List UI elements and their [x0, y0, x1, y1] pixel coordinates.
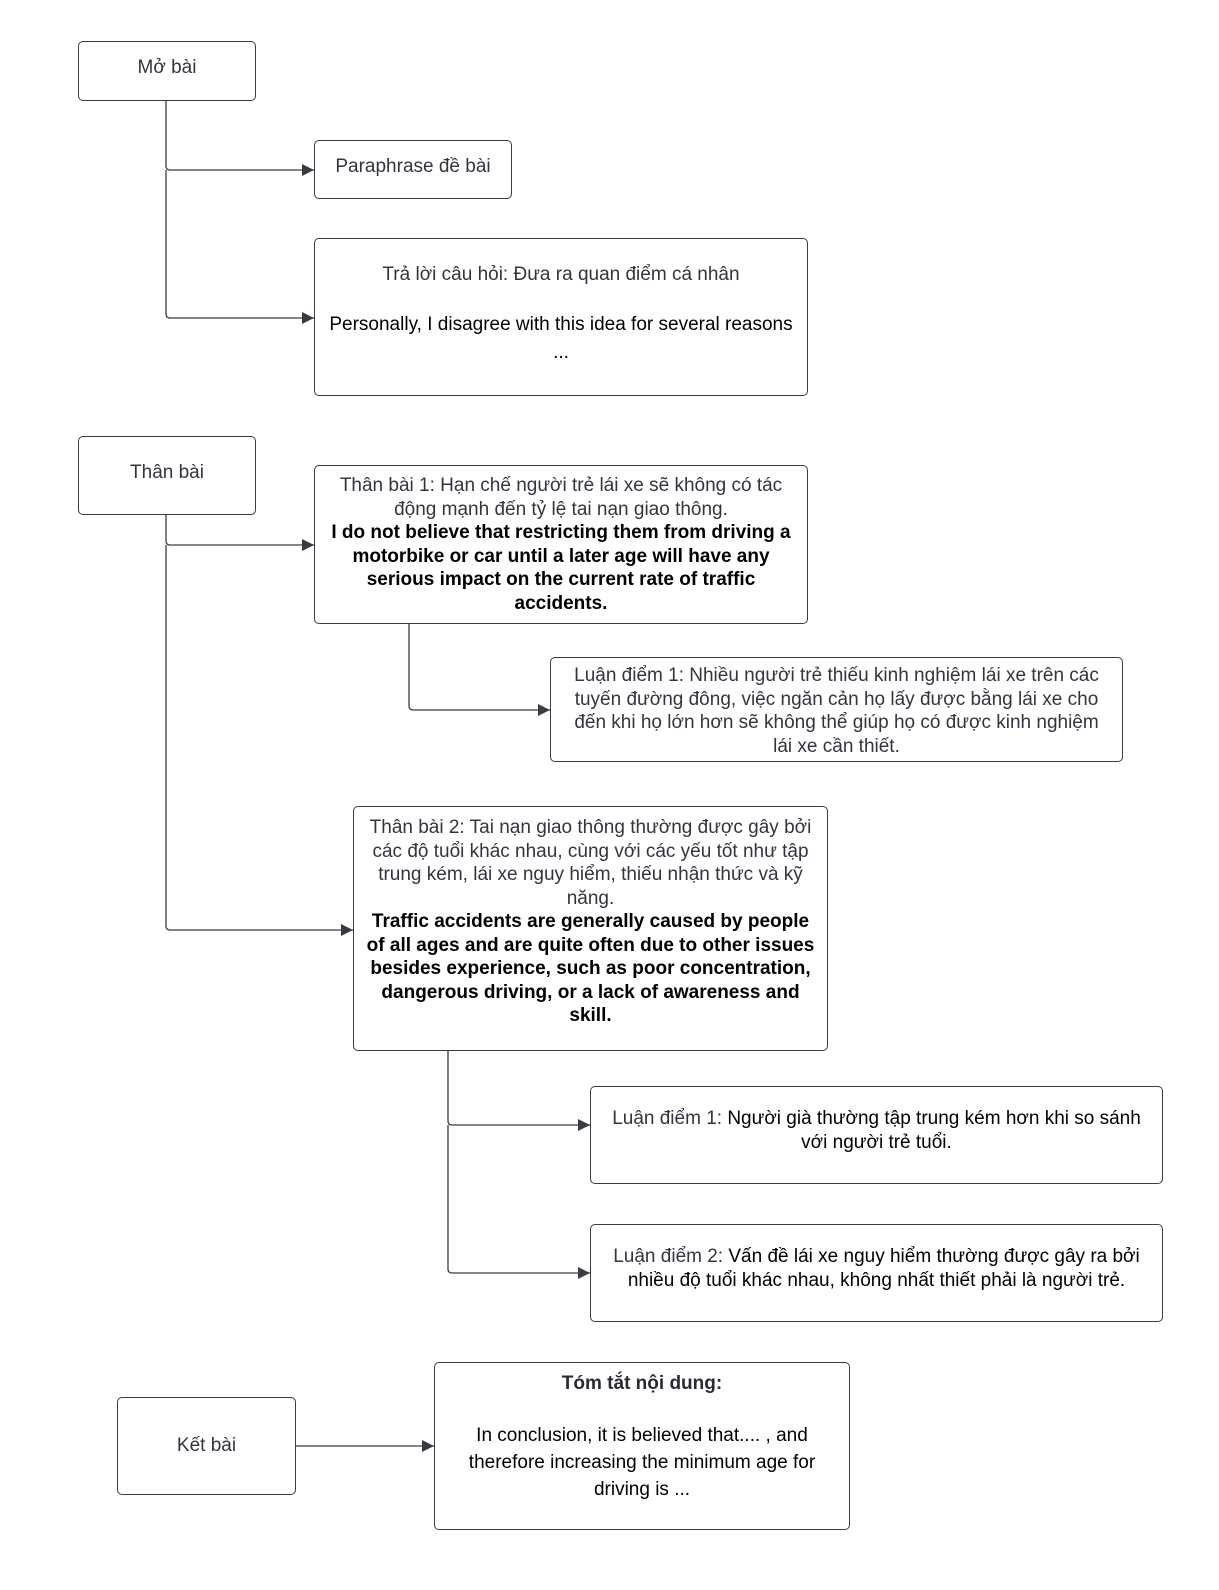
- body1-text: I do not believe that restricting them from driving a motorbike or car until a later age will have any serious impact on the current rate of traffic accidents.: [331, 522, 791, 614]
- body1-point1-text: Luận điểm 1: Nhiều người trẻ thiếu kinh nghiệm lái xe trên các tuyến đường đông, việc ngăn cản họ lấy được bằng lái xe cho đến khi họ lớn hơn sẽ không thể giúp họ có được kinh nghiệm lái xe cần thiết.: [574, 665, 1099, 757]
- body2-point2-content: [603, 1245, 1150, 1292]
- body2-node: [353, 806, 828, 1051]
- connector-body-body1: [166, 515, 314, 545]
- body2-point1-content: [603, 1107, 1150, 1154]
- summary-text: In conclusion, it is believed that.... , and therefore increasing the minimum age for driving is ...: [468, 1424, 816, 1500]
- connector-intro-paraphrase: [166, 101, 314, 170]
- connector-body2-point2: [448, 1125, 590, 1273]
- summary-node: [434, 1362, 850, 1530]
- intro-node: [78, 41, 256, 101]
- answer-heading: Trả lời câu hỏi: Đưa ra quan điểm cá nhân: [382, 264, 740, 285]
- body1-heading: Thân bài 1: Hạn chế người trẻ lái xe sẽ không có tác động mạnh đến tỷ lệ tai nạn giao thông.: [339, 475, 783, 520]
- body2-heading: Thân bài 2: Tai nạn giao thông thường được gây bởi các độ tuổi khác nhau, cùng với các yếu tốt như tập trung kém, lái xe nguy hiểm, thiếu nhận thức và kỹ năng.: [369, 817, 812, 909]
- paraphrase-label: Paraphrase đề bài: [335, 156, 491, 177]
- answer-text: Personally, I disagree with this idea for several reasons ...: [329, 313, 793, 363]
- body2-point1-prefix: Luận điểm 1:: [612, 1108, 723, 1129]
- connector-body2-point1: [448, 1051, 590, 1125]
- body-node: [78, 436, 256, 515]
- answer-node: [314, 238, 808, 396]
- body2-point2-prefix: Luận điểm 2:: [613, 1246, 724, 1267]
- conclusion-node: [117, 1397, 296, 1495]
- body2-point1-node: [590, 1086, 1163, 1184]
- body2-point1-text: Người già thường tập trung kém hơn khi so sánh với người trẻ tuổi.: [727, 1108, 1141, 1153]
- connector-intro-answer: [166, 170, 314, 318]
- body-label: Thân bài: [130, 462, 204, 483]
- connector-body1-point1: [409, 624, 550, 710]
- paraphrase-node: [314, 140, 512, 199]
- body1-node: [314, 465, 808, 624]
- body2-text: Traffic accidents are generally caused by people of all ages and are quite often due to other issues besides experience, such as poor concentration, dangerous driving, or a lack of awareness and skill.: [366, 911, 815, 1026]
- body2-point2-node: [590, 1224, 1163, 1322]
- summary-heading: Tóm tắt nội dung:: [561, 1373, 723, 1394]
- body1-point1-node: [550, 657, 1123, 762]
- intro-label: Mở bài: [137, 57, 197, 78]
- conclusion-label: Kết bài: [176, 1435, 237, 1457]
- body2-point2-text: Vấn đề lái xe nguy hiểm thường được gây ra bởi nhiều độ tuổi khác nhau, không nhất thiết phải là người trẻ.: [627, 1246, 1140, 1291]
